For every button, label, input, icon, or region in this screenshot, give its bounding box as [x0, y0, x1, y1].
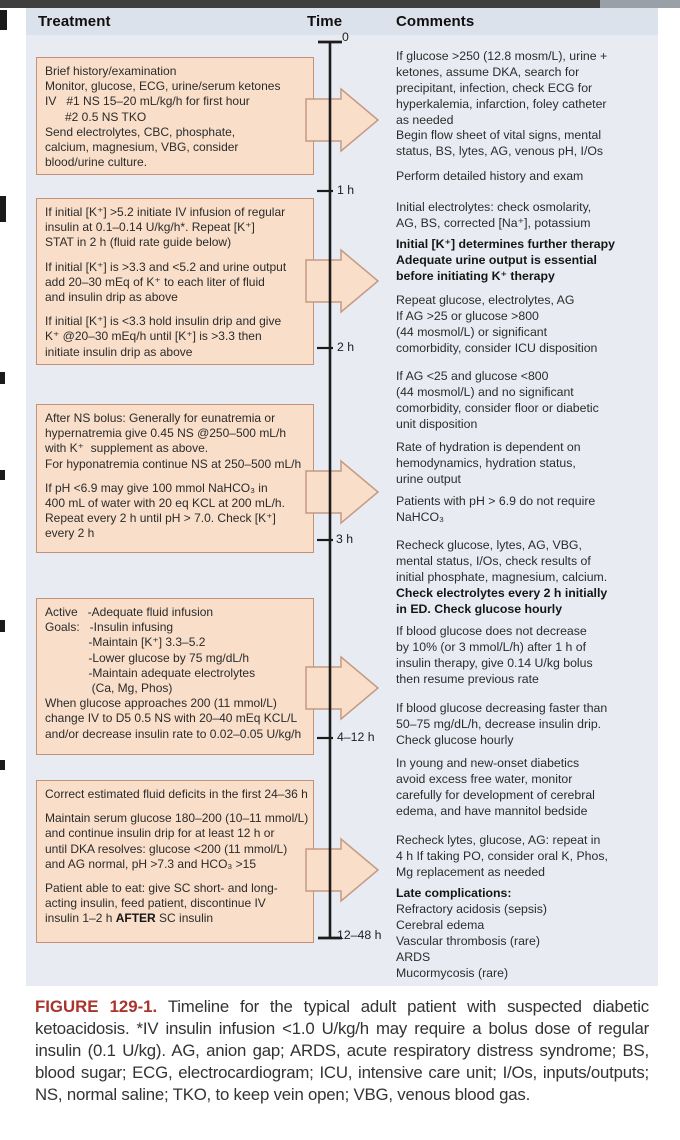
text-line [45, 651, 305, 666]
text-line [396, 268, 668, 284]
text-line [396, 252, 668, 268]
text-line [396, 885, 668, 901]
text: Brief history/examination [45, 64, 177, 78]
text-line [45, 711, 305, 726]
text: Patient able to eat: give SC short- and long- [45, 881, 278, 896]
tick-label: 2 h [337, 340, 355, 354]
text: When glucose approaches 200 (11 mmol/L) [45, 696, 277, 711]
text-line [396, 655, 668, 671]
text-line [45, 220, 305, 235]
text: Recheck lytes, glucose, AG: repeat in [396, 833, 601, 847]
text-line [396, 127, 668, 143]
text: Repeat glucose, electrolytes, AG [396, 293, 575, 307]
text: Monitor, glucose, ECG, urine/serum ketones [45, 79, 281, 94]
text: If glucose >250 (12.8 mosm/L), urine + [396, 49, 608, 63]
text: until DKA resolves: glucose <200 (11 mmol/L) [45, 841, 288, 856]
text-line [45, 881, 305, 896]
text-line [45, 79, 305, 94]
text: IV #1 NS 15–20 mL/kg/h for first hour [45, 94, 250, 109]
comment-block [396, 493, 668, 525]
text-line [396, 732, 668, 748]
text: Initial electrolytes: check osmolarity, [396, 200, 592, 214]
text-line [45, 826, 305, 841]
text-line [45, 811, 309, 826]
text: and AG normal, pH >7.3 and HCO₃ >15 [45, 856, 257, 871]
text: insulin 1–2 h [45, 911, 116, 926]
bold-text: AFTER [115, 911, 156, 926]
text: Perform detailed history and exam [396, 169, 584, 183]
text-line [396, 416, 668, 432]
text: Refractory acidosis (sepsis) [396, 902, 548, 916]
text: Recheck glucose, lytes, AG, VBG, [396, 538, 582, 552]
text: and/or decrease insulin rate to 0.02–0.05 U/kg/h [45, 726, 302, 741]
text: carefully for development of cerebral [396, 788, 595, 802]
text: unit disposition [396, 417, 478, 431]
treatment-box [36, 198, 314, 365]
text-line [396, 48, 668, 64]
comment-block [396, 199, 668, 231]
caption-text: Timeline for the typical adult patient with suspected diabetic ketoacidosis. *IV insulin infusion <1.0 U/kg/h may require a bolus dose of regular insulin (0.1 U/kg). AG, anion gap; ARDS, acute respiratory distress syndrome; BS, blood sugar; ECG, electrocardiogram; ICU, intensive care unit; I/Os, inputs/outputs; NS, normal saline; TKO, to keep vein open; VBG, venous blood gas. [35, 997, 649, 1104]
text-line [45, 620, 305, 635]
text: every 2 h [45, 526, 95, 541]
text: Mg replacement as needed [396, 865, 546, 879]
text: and insulin drip as above [45, 290, 178, 305]
text: blood/urine culture. [45, 155, 148, 170]
text-line [396, 493, 668, 509]
text-line [396, 64, 668, 80]
text: In young and new-onset diabetics [396, 756, 580, 770]
text-line [396, 340, 668, 356]
text: Maintain serum glucose 180–200 (10–11 mmol/L) [45, 811, 309, 826]
text-line [45, 329, 305, 344]
text: If AG <25 and glucose <800 [396, 369, 549, 383]
text-line [396, 537, 668, 553]
text-line [45, 457, 305, 472]
scan-top-bar [0, 0, 680, 8]
text: -Maintain adequate electrolytes [45, 665, 256, 680]
text-line [396, 601, 668, 617]
text: hyperkalemia, infarction, foley catheter [396, 97, 607, 111]
text-line [396, 96, 668, 112]
text-line [45, 125, 305, 140]
text-line [45, 441, 305, 456]
text-line [45, 260, 305, 275]
comment-block [396, 168, 668, 184]
text-line [45, 896, 305, 911]
column-header-time: Time [307, 13, 343, 30]
bold-text: Adequate urine output is essential [396, 253, 597, 267]
text: If AG >25 or glucose >800 [396, 309, 539, 323]
text-line [396, 585, 668, 601]
text-line [45, 727, 305, 742]
comment-block [396, 700, 668, 748]
text: (44 mosmol/L) or significant [396, 325, 548, 339]
text-line [45, 411, 305, 426]
text: Begin flow sheet of vital signs, mental [396, 128, 602, 142]
text-line [396, 199, 668, 215]
text-line [45, 696, 305, 711]
text: If blood glucose does not decrease [396, 624, 587, 638]
text-line [396, 80, 668, 96]
comment-block [396, 832, 668, 880]
text-line [396, 700, 668, 716]
text: NaHCO₃ [396, 510, 445, 524]
scan-artifact [0, 760, 5, 770]
text-line [396, 787, 668, 803]
text: Rate of hydration is dependent on [396, 440, 581, 454]
text: with K⁺ supplement as above. [45, 441, 209, 456]
text-line [396, 143, 668, 159]
text-line [396, 965, 668, 981]
text: acting insulin, feed patient, discontinue IV [45, 896, 266, 911]
bold-text: Initial [K⁺] determines further therapy [396, 237, 615, 251]
text-line [45, 481, 305, 496]
text: calcium, magnesium, VBG, consider [45, 140, 239, 155]
text-line [396, 292, 668, 308]
text-line [396, 308, 668, 324]
column-header-treatment: Treatment [38, 13, 111, 30]
tick-label: 12–48 h [337, 928, 382, 942]
text-line [45, 110, 305, 125]
text: Repeat every 2 h until pH > 7.0. Check [K⁺] [45, 511, 276, 526]
text: Correct estimated fluid deficits in the first 24–36 h [45, 787, 308, 801]
text-line [45, 155, 305, 170]
text-line [45, 496, 305, 511]
text-line [45, 140, 305, 155]
comment-block [396, 537, 668, 617]
text: change IV to D5 0.5 NS with 20–40 mEq KCL/L [45, 711, 298, 726]
text: insulin therapy, give 0.14 U/kg bolus [396, 656, 593, 670]
text-line [396, 509, 668, 525]
text: Patients with pH > 6.9 do not require [396, 494, 596, 508]
text: STAT in 2 h (fluid rate guide below) [45, 235, 232, 250]
text-line [45, 681, 305, 696]
text-line [45, 635, 305, 650]
text: For hyponatremia continue NS at 250–500 mL/h [45, 456, 302, 471]
text-line [45, 872, 305, 881]
text-line [396, 368, 668, 384]
text-line [396, 439, 668, 455]
text-line [396, 848, 668, 864]
text-line [45, 64, 305, 79]
text: K⁺ @20–30 mEq/h until [K⁺] is >3.3 then [45, 329, 262, 344]
text: (44 mosmol/L) and no significant [396, 385, 574, 399]
text: 50–75 mg/dL/h, decrease insulin drip. [396, 717, 602, 731]
text-line [396, 803, 668, 819]
text: 400 mL of water with 20 eq KCL at 200 mL/h. [45, 496, 285, 511]
column-header-comments: Comments [396, 13, 475, 30]
comment-block [396, 292, 668, 356]
text: If initial [K⁺] is >3.3 and <5.2 and urine output [45, 259, 287, 274]
text-line [396, 471, 668, 487]
text: If blood glucose decreasing faster than [396, 701, 608, 715]
text-line [45, 787, 308, 802]
text: status, BS, lytes, AG, venous pH, I/Os [396, 144, 604, 158]
text-line [45, 857, 305, 872]
scan-top-bar-light [600, 0, 680, 8]
tick-label: 3 h [336, 532, 354, 546]
text: precipitant, infection, check ECG for [396, 81, 593, 95]
text-line [45, 666, 305, 681]
figure-number: FIGURE 129-1. [35, 997, 158, 1016]
text: Mucormycosis (rare) [396, 966, 509, 980]
text: insulin at 0.1–0.14 U/kg/h*. Repeat [K⁺] [45, 220, 255, 235]
text-line [396, 400, 668, 416]
text: add 20–30 mEq of K⁺ to each liter of fluid [45, 274, 265, 289]
text-line [396, 864, 668, 880]
text: then resume previous rate [396, 672, 539, 686]
text-line [396, 716, 668, 732]
text-line [396, 771, 668, 787]
tick-label: 4–12 h [337, 730, 375, 744]
text: Goals: -Insulin infusing [45, 620, 174, 635]
text-line [45, 251, 305, 260]
scan-artifact [0, 470, 5, 480]
text-line [396, 949, 668, 965]
text-line [396, 832, 668, 848]
text: 4 h If taking PO, consider oral K, Phos, [396, 849, 608, 863]
text-line [396, 901, 668, 917]
comment-block [396, 48, 668, 128]
text-line [396, 384, 668, 400]
text-line [45, 472, 305, 481]
text: AG, BS, corrected [Na⁺], potassium [396, 216, 591, 230]
text-line [45, 842, 305, 857]
text-line [45, 235, 305, 250]
text: edema, and have mannitol bedside [396, 804, 588, 818]
comment-block [396, 127, 668, 159]
text: Send electrolytes, CBC, phosphate, [45, 124, 236, 139]
text-line [45, 275, 305, 290]
text-line [396, 933, 668, 949]
text: #2 0.5 NS TKO [45, 109, 147, 124]
bold-text: Late complications: [396, 886, 512, 900]
text-line [396, 671, 668, 687]
text-line [45, 94, 305, 109]
text: ARDS [396, 950, 431, 964]
text-line [396, 569, 668, 585]
text: hypernatremia give 0.45 NS @250–500 mL/h [45, 426, 286, 441]
scan-artifact [0, 620, 5, 632]
text-line [45, 290, 305, 305]
text-line [396, 917, 668, 933]
scan-artifact [0, 196, 6, 222]
text: Active -Adequate fluid infusion [45, 605, 214, 619]
text-line [45, 205, 305, 220]
text: SC insulin [155, 911, 214, 926]
text-line [396, 236, 668, 252]
treatment-box [36, 780, 314, 943]
text-line [45, 526, 305, 541]
text: -Lower glucose by 75 mg/dL/h [45, 650, 250, 665]
tick-label: 1 h [337, 183, 355, 197]
bold-text: before initiating K⁺ therapy [396, 269, 555, 283]
text: (Ca, Mg, Phos) [45, 681, 173, 696]
text-line [45, 345, 305, 360]
text: Check glucose hourly [396, 733, 514, 747]
text: mental status, I/Os, check results of [396, 554, 591, 568]
text: urine output [396, 472, 461, 486]
treatment-box [36, 598, 314, 755]
text-line [45, 802, 305, 811]
text-line [396, 755, 668, 771]
text-line [45, 911, 305, 926]
text: avoid excess free water, monitor [396, 772, 573, 786]
text: Vascular thrombosis (rare) [396, 934, 540, 948]
text: and continue insulin drip for at least 12 h or [45, 826, 275, 841]
tick-label: 0 [342, 30, 349, 44]
text-line [45, 305, 305, 314]
comment-block [396, 885, 668, 981]
comment-block [396, 439, 668, 487]
text: Cerebral edema [396, 918, 485, 932]
bold-text: Check electrolytes every 2 h initially [396, 586, 608, 600]
text: as needed [396, 113, 454, 127]
comment-block [396, 236, 668, 284]
text: If initial [K⁺] >5.2 initiate IV infusion of regular [45, 205, 286, 219]
text-line [396, 215, 668, 231]
text-line [45, 511, 305, 526]
text-line [396, 324, 668, 340]
text: After NS bolus: Generally for eunatremia or [45, 411, 276, 425]
bold-text: in ED. Check glucose hourly [396, 602, 563, 616]
text: hemodynamics, hydration status, [396, 456, 576, 470]
scan-artifact [0, 372, 5, 384]
text-line [396, 623, 668, 639]
text: If initial [K⁺] is <3.3 hold insulin drip and give [45, 314, 282, 329]
text: by 10% (or 3 mmol/L/h) after 1 h of [396, 640, 587, 654]
comment-block [396, 368, 668, 432]
text-line [396, 168, 668, 184]
text: initial phosphate, magnesium, calcium. [396, 570, 608, 584]
text-line [396, 112, 668, 128]
figure-caption [35, 996, 649, 1106]
text: -Maintain [K⁺] 3.3–5.2 [45, 635, 206, 650]
comment-block [396, 623, 668, 687]
text-line [396, 553, 668, 569]
text: If pH <6.9 may give 100 mmol NaHCO₃ in [45, 480, 268, 495]
scan-artifact [0, 10, 7, 30]
text-line [45, 314, 305, 329]
treatment-box [36, 57, 314, 175]
treatment-box [36, 404, 314, 553]
text: comorbidity, consider floor or diabetic [396, 401, 599, 415]
text-line [396, 639, 668, 655]
text: ketones, assume DKA, search for [396, 65, 580, 79]
text-line [45, 426, 305, 441]
comment-block [396, 755, 668, 819]
text: initiate insulin drip as above [45, 344, 193, 359]
text-line [45, 605, 305, 620]
text: comorbidity, consider ICU disposition [396, 341, 598, 355]
text-line [396, 455, 668, 471]
